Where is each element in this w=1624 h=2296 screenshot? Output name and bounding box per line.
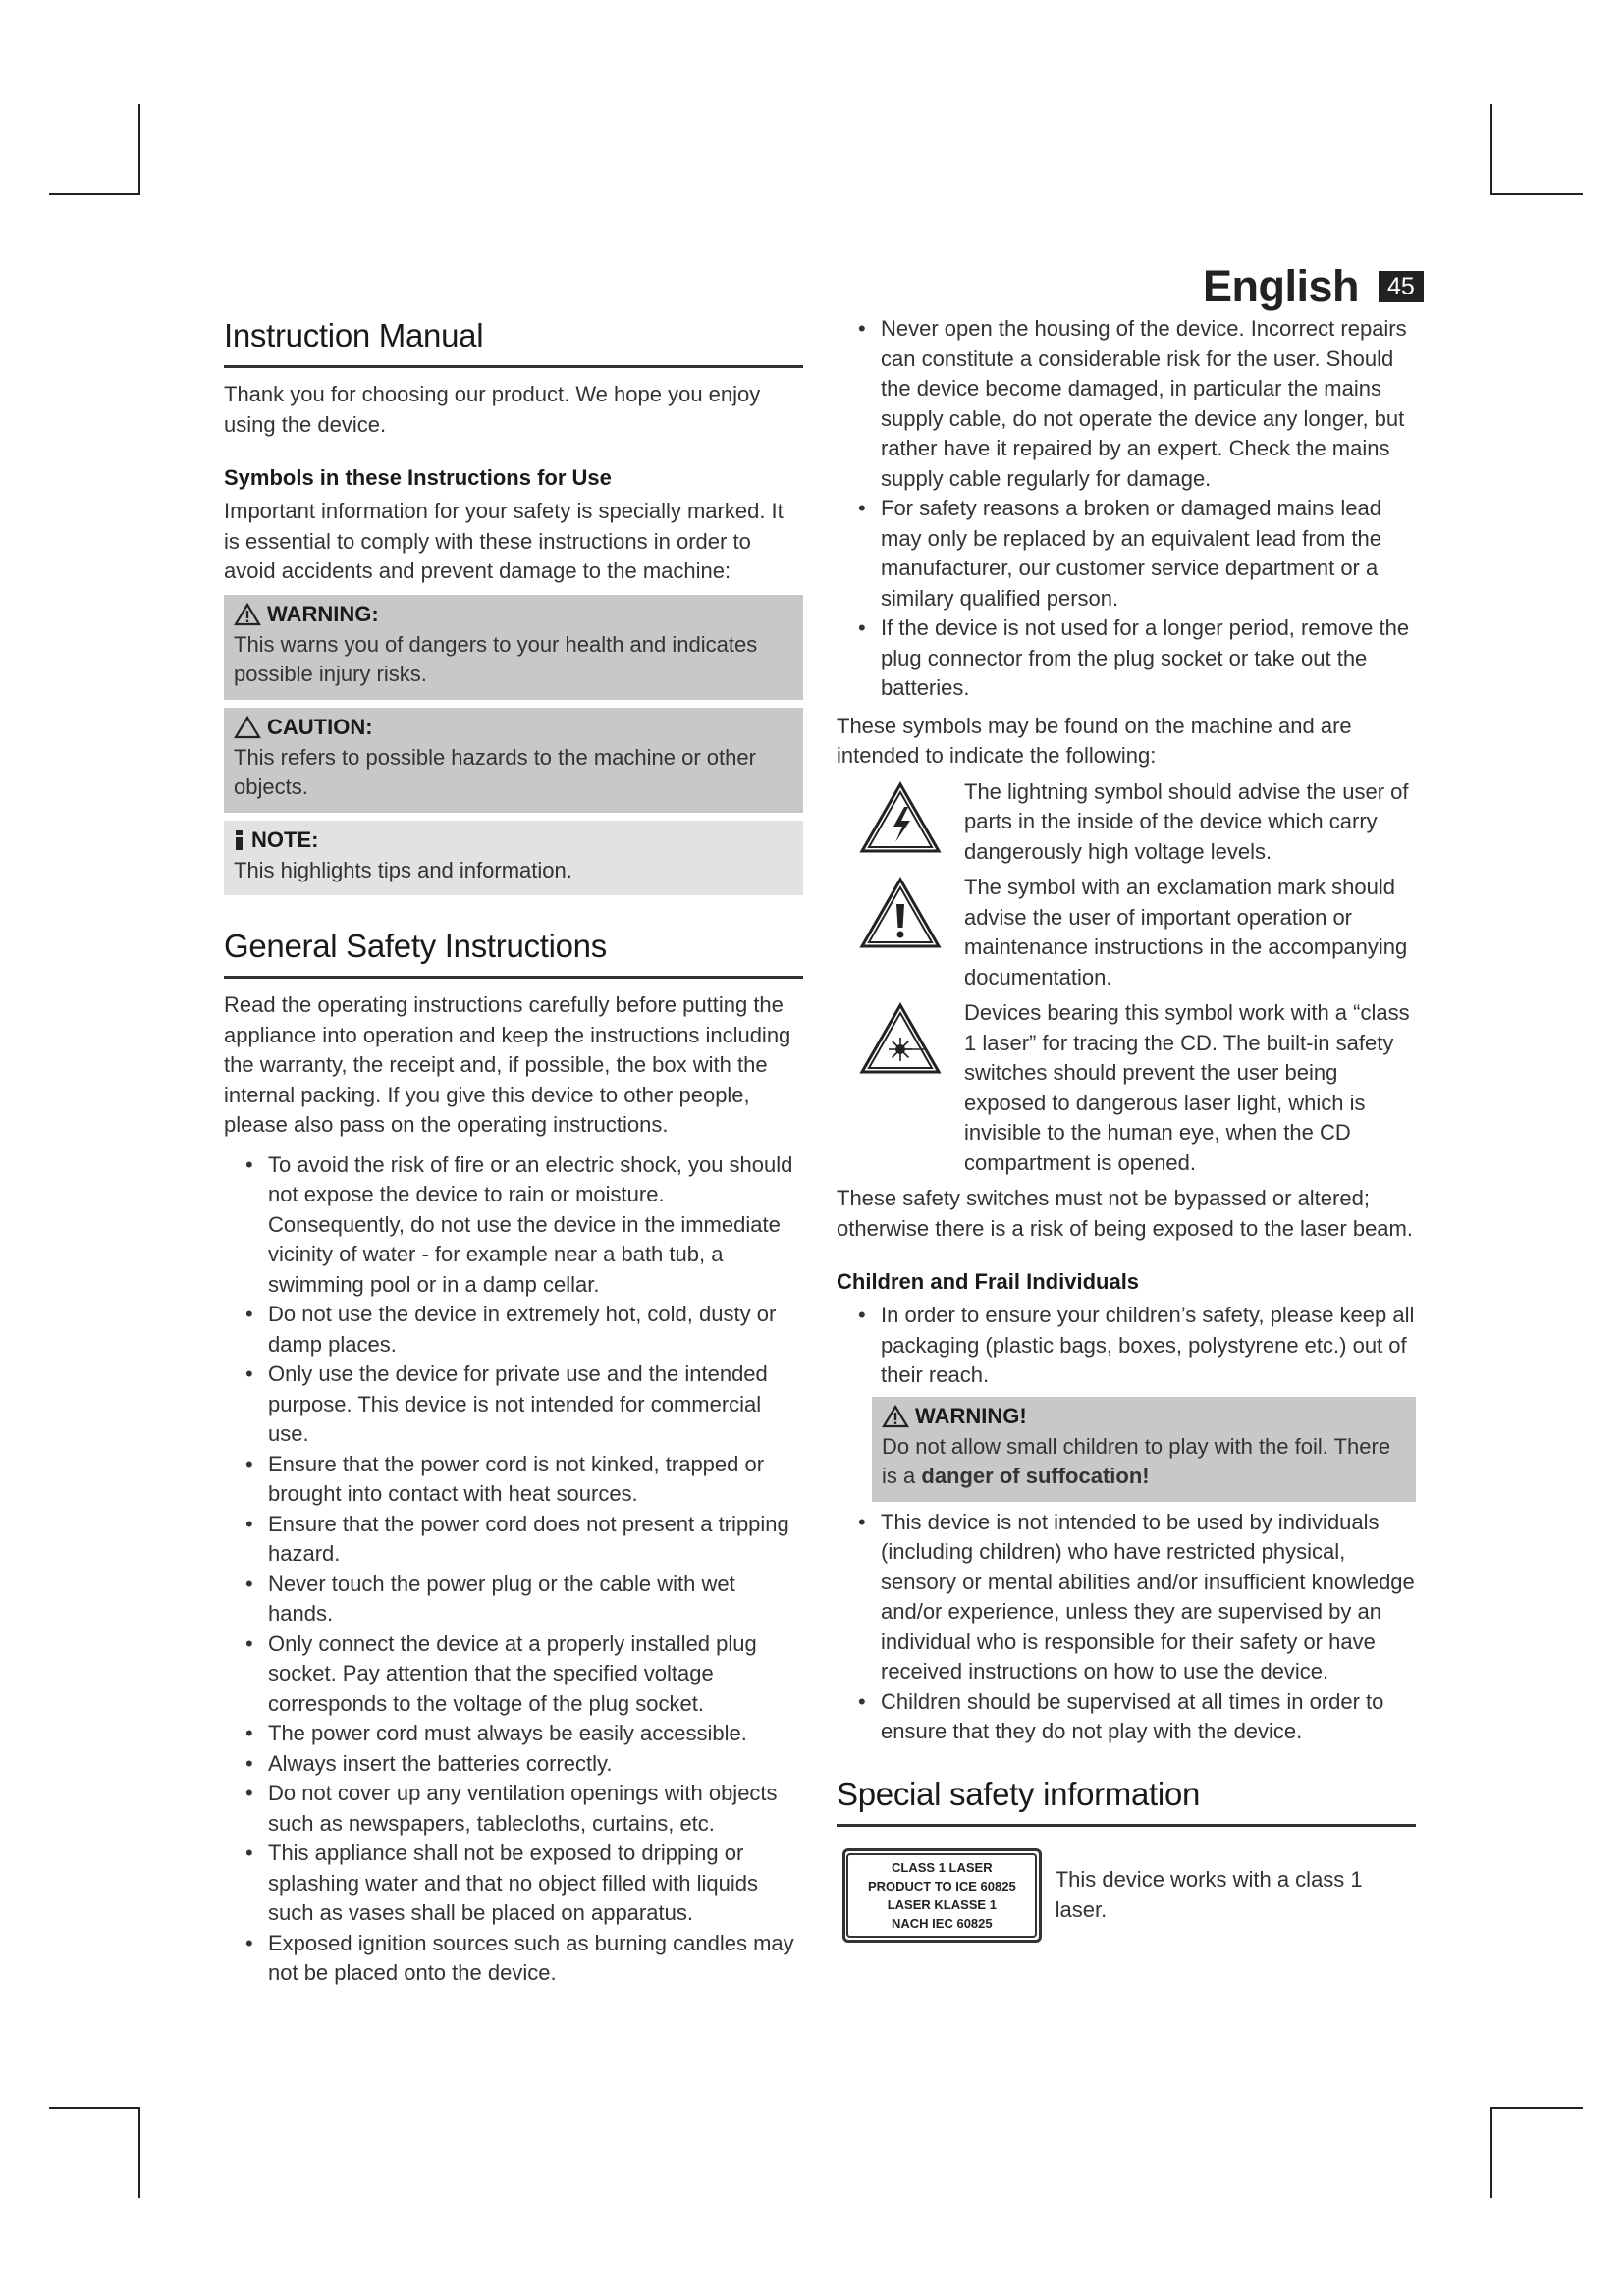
info-icon xyxy=(234,828,245,852)
children-list-a xyxy=(837,1301,1416,1391)
crop-mark xyxy=(1490,104,1492,195)
warning-box-children-head xyxy=(882,1401,1406,1432)
intro-text: Thank you for choosing our product. We hope you enjoy using the device. xyxy=(224,382,761,437)
list-item: • Only connect the device at a properly installed plug socket. Pay attention that the specified voltage corresponds to the voltage of the plug socket. xyxy=(224,1629,803,1720)
warning-icon xyxy=(882,1405,909,1428)
note-box xyxy=(224,821,803,896)
warning-icon xyxy=(234,603,261,626)
symbol-exclamation-text: The symbol with an exclamation mark should advise the user of important operation or maintenance instructions in the accompanying documentation. xyxy=(964,875,1408,989)
list-item: • To avoid the risk of fire or an electric shock, you should not expose the device to rain or moisture. Consequently, do not use the device in the immediate vicinity of water - for example near a bath tub, a swimming pool or in a damp cellar. xyxy=(224,1150,803,1301)
symbols-intro: These symbols may be found on the machine and are intended to indicate the following: xyxy=(837,713,1352,768)
laser-label-line: CLASS 1 LASER xyxy=(892,1859,993,1875)
list-item: • Ensure that the power cord is not kinked, trapped or brought into contact with heat sources. xyxy=(224,1450,803,1510)
warning-box xyxy=(224,595,803,700)
symbol-laser-row xyxy=(837,998,1416,1178)
instruction-manual-title: Instruction Manual xyxy=(224,314,803,368)
caution-box-text: This refers to possible hazards to the machine or other objects. xyxy=(234,744,756,799)
list-item: • Only use the device for private use and the intended purpose. This device is not intended for commercial use. xyxy=(224,1360,803,1450)
list-item: • Never touch the power plug or the cable with wet hands. xyxy=(224,1570,803,1629)
crop-mark xyxy=(49,2107,140,2109)
laser-class-label-inner xyxy=(846,1853,1037,1938)
note-box-text: This highlights tips and information. xyxy=(234,857,572,882)
crop-mark xyxy=(138,2107,140,2198)
right-column xyxy=(837,314,1416,1943)
warning-text: Do not allow small children to play with the foil. There is a xyxy=(882,1433,1391,1488)
special-safety-title: Special safety information xyxy=(837,1773,1416,1827)
list-item: • This device is not intended to be used by individuals (including children) who have restricted physical, sensory or mental abilities and/or insufficient knowledge and/or experience, unless they are supervised by an individual who is responsible for their safety or have received instructions on how to use the device. xyxy=(837,1508,1416,1687)
symbol-lightning-row xyxy=(837,777,1416,868)
crop-mark xyxy=(1490,2107,1492,2198)
children-list-b xyxy=(837,1508,1416,1747)
page-language: English xyxy=(1203,261,1360,311)
warning-bold-text: danger of suffocation! xyxy=(921,1464,1150,1488)
exclamation-warning-icon xyxy=(837,873,964,949)
page-header xyxy=(1203,257,1424,316)
laser-label-line: LASER KLASSE 1 xyxy=(887,1896,997,1912)
laser-label-text: This device works with a class 1 laser. xyxy=(1055,1867,1363,1922)
list-item: • Children should be supervised at all times in order to ensure that they do not play with the device. xyxy=(837,1687,1416,1747)
lightning-warning-icon xyxy=(837,777,964,854)
general-safety-list xyxy=(224,1150,803,1989)
crop-mark xyxy=(1490,193,1583,195)
crop-mark xyxy=(1490,2107,1583,2109)
general-safety-intro: Read the operating instructions carefully before putting the appliance into operation and keep the instructions including the warranty, the receipt and, if possible, the box with the internal packing. If you give this device to other people, please also pass on the operating instructions. xyxy=(224,992,791,1137)
crop-mark xyxy=(49,193,140,195)
warning-box-children-text xyxy=(882,1432,1406,1492)
list-item: • Ensure that the power cord does not present a tripping hazard. xyxy=(224,1510,803,1570)
device-safety-list xyxy=(837,314,1416,704)
list-item: • Do not use the device in extremely hot, cold, dusty or damp places. xyxy=(224,1300,803,1360)
symbol-laser-text: Devices bearing this symbol work with a “class 1 laser” for tracing the CD. The built-in safety switches should prevent the user being exposed to dangerous laser light, which is invisible to the human eye, when the CD compartment is opened. xyxy=(964,1000,1410,1175)
warning-box-children xyxy=(872,1397,1416,1502)
warning-box-head xyxy=(234,599,793,630)
general-safety-title: General Safety Instructions xyxy=(224,925,803,979)
list-item: • Never open the housing of the device. Incorrect repairs can constitute a considerable risk for the user. Should the device become damaged, in particular the mains supply cable, do not operate the device any longer, but rather have it repaired by an expert. Check the mains supply cable regularly for damage. xyxy=(837,314,1416,494)
symbol-exclamation-row xyxy=(837,873,1416,992)
laser-label-row xyxy=(842,1848,1416,1943)
list-item: • If the device is not used for a longer period, remove the plug connector from the plug socket or take out the batteries. xyxy=(837,614,1416,704)
list-item: • Do not cover up any ventilation openings with objects such as newspapers, tablecloths, curtains, etc. xyxy=(224,1779,803,1839)
list-item: • In order to ensure your children’s safety, please keep all packaging (plastic bags, boxes, polystyrene etc.) out of their reach. xyxy=(837,1301,1416,1391)
crop-mark xyxy=(138,104,140,195)
laser-class-label xyxy=(842,1848,1042,1943)
laser-label-line: PRODUCT TO ICE 60825 xyxy=(867,1878,1016,1894)
note-box-head xyxy=(234,825,793,856)
warning-box-title: WARNING: xyxy=(267,601,379,626)
warning-box-children-title: WARNING! xyxy=(915,1403,1027,1428)
children-heading: Children and Frail Individuals xyxy=(837,1269,1140,1294)
laser-label-line: NACH IEC 60825 xyxy=(892,1915,993,1931)
caution-box-title: CAUTION: xyxy=(267,714,373,739)
caution-box-head xyxy=(234,712,793,743)
warning-box-text: This warns you of dangers to your health and indicates possible injury risks. xyxy=(234,631,758,686)
list-item: • For safety reasons a broken or damaged mains lead may only be replaced by an equivalent lead from the manufacturer, our customer service department or a similary qualified person. xyxy=(837,494,1416,614)
caution-box xyxy=(224,708,803,813)
list-item: • The power cord must always be easily accessible. xyxy=(224,1719,803,1749)
laser-warning-icon xyxy=(837,998,964,1075)
symbols-text: Important information for your safety is specially marked. It is essential to comply with these instructions in order to avoid accidents and prevent damage to the machine: xyxy=(224,499,784,583)
symbols-heading: Symbols in these Instructions for Use xyxy=(224,465,612,490)
left-column xyxy=(224,314,803,1989)
laser-switch-text: These safety switches must not be bypassed or altered; otherwise there is a risk of being exposed to the laser beam. xyxy=(837,1186,1413,1241)
page-number: 45 xyxy=(1379,271,1424,302)
list-item: • Always insert the batteries correctly. xyxy=(224,1749,803,1780)
list-item: • This appliance shall not be exposed to dripping or splashing water and that no object filled with liquids such as vases shall be placed on apparatus. xyxy=(224,1839,803,1929)
list-item: • Exposed ignition sources such as burning candles may not be placed onto the device. xyxy=(224,1929,803,1989)
symbol-lightning-text: The lightning symbol should advise the user of parts in the inside of the device which carry dangerously high voltage levels. xyxy=(964,778,1409,864)
caution-icon xyxy=(234,716,261,739)
note-box-title: NOTE: xyxy=(251,827,319,852)
